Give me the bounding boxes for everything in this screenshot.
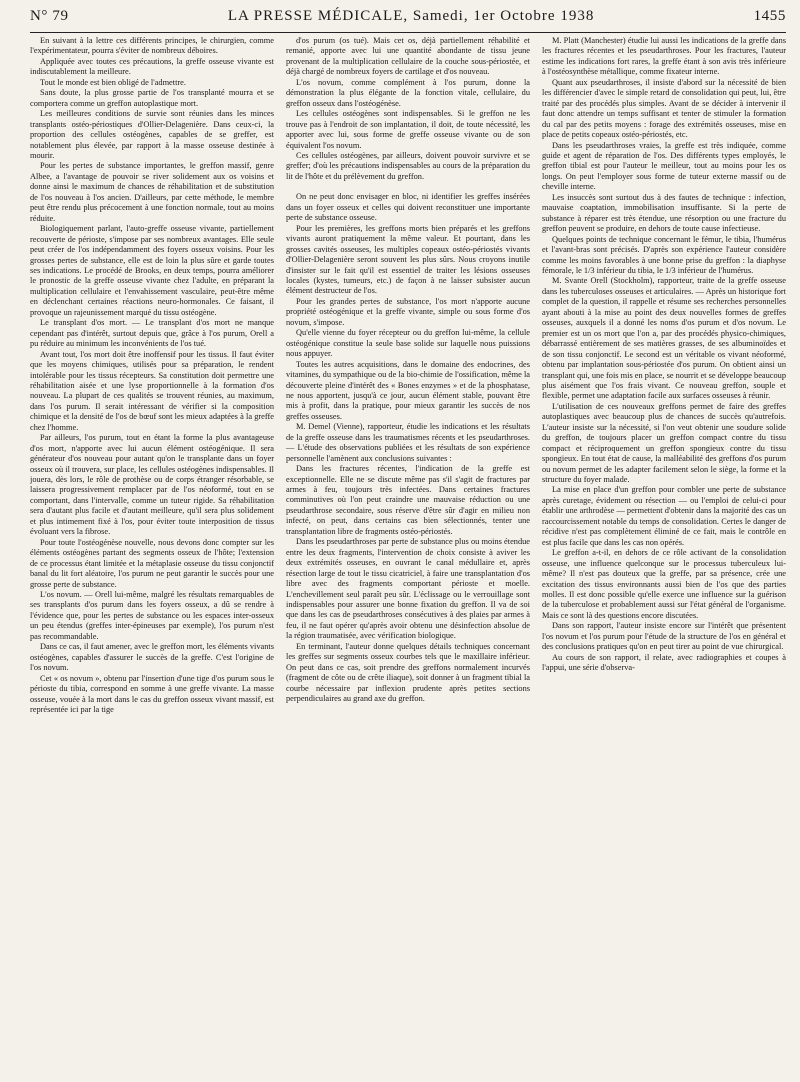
paragraph: Appliquée avec toutes ces précautions, la greffe osseuse vivante est indiscutablement la meilleure.	[30, 56, 274, 77]
paragraph: La mise en place d'un greffon pour combler une perte de substance après curetage, évidement ou résection — ou l'emploi de celui-ci pour établir une arthrodèse — permettent d'obtenir dans la majorité des cas un raccourcissement notable du temps de consolidation. Certes le danger de récidive n'est pas complètement éliminé de ce fait, mais le contrôle en est plus facile que dans les cas non opérés.	[542, 485, 786, 547]
paragraph: Les cellules ostéogènes sont indispensables. Si le greffon ne les trouve pas à l'endroit de son implantation, il doit, de toute nécessité, les apporter avec lui, sous forme de greffe osseuse vivante ou de son équivalent l'os novum.	[286, 109, 530, 150]
paragraph: Dans les pseudarthroses vraies, la greffe est très indiquée, comme guide et agent de réparation de l'os. Des différents types employés, le greffon tibial est pour l'auteur le meilleur, tout au moins pour les os longs. On peut l'employer sous forme de tuteur externe massif ou de cheville interne.	[542, 140, 786, 192]
issue-number: N° 79	[30, 8, 69, 24]
paragraph: d'os purum (os tué). Mais cet os, déjà partiellement réhabilité et remanié, apporte avec lui une quantité abondante de tissu jeune provenant de la multiplication cellulaire de la couche sous-périostée, et déjà chargé de nombreux foyers de cartilage et d'os nouveau.	[286, 36, 530, 77]
column-1	[30, 36, 274, 1076]
paragraph: Biologiquement parlant, l'auto-greffe osseuse vivante, partiellement recouverte de périoste, s'impose par ses nombreux avantages. Elle seule peut créer de l'os indépendamment des foyers osseux voisins. Pour les grosses pertes de substance, elle est de loin la plus sûre et garde toutes ses indications. Le procédé de Brooks, en deux temps, pourra améliorer le pronostic de la greffe osseuse vivante chez l'adulte, en préparant la multiplication cellulaire et l'envahissement vasculaire, peut-être même en déclenchant certaines réactions neuro-hormonales. Ce faisant, il provoque un rajeunissement marqué du tissu ostéogène.	[30, 224, 274, 317]
paragraph: Tout le monde est bien obligé de l'admettre.	[40, 77, 186, 87]
paragraph: Dans les pseudarthroses par perte de substance plus ou moins étendue entre les deux fragments, l'intervention de choix consiste à aviver les deux extrémités osseuses, en ouvrant le canal médullaire et, après résection large de tout le tissu cicatriciel, à faire une transplantation d'os libre avec des fragments comportant périoste et moelle. L'enchevillement seul paraît peu sûr. L'éclissage ou le verrouillage sont indispensables pour assurer une bonne fixation du greffon. Il va de soi que dans les cas de pseudarthroses consécutives à des plaies par armes à feu, il ne faut opérer qu'après avoir obtenu une désinfection absolue de la région traumatisée, avec vérification biologique.	[286, 537, 530, 641]
journal-name: LA PRESSE MÉDICALE,	[227, 8, 409, 24]
paragraph: Pour les pertes de substance importantes, le greffon massif, genre Albee, a l'avantage de pouvoir se river solidement aux os voisins et donne ainsi le maximum de chances de réhabilitation et de substitution de l'os nouveau à l'os ancien. D'ailleurs, par cette méthode, le membre peut être rendu plus précocement à une fonction normale, tout au moins réduite.	[30, 161, 274, 223]
paragraph: Quelques points de technique concernant le fémur, le tibia, l'humérus et l'avant-bras sont précisés. D'après son expérience l'auteur considère comme les moins favorables à une bonne prise du greffon : la diaphyse fémorale, le 1/3 inférieur du tibia, le 1/3 inférieur de l'humérus.	[542, 234, 786, 275]
paragraph: L'os novum, comme complément à l'os purum, donne la démonstration la plus élégante de la fonction vitale, cellulaire, du greffon osseux dans l'ostéogénèse.	[286, 77, 530, 108]
paragraph: Qu'elle vienne du foyer récepteur ou du greffon lui-même, la cellule ostéogénique constitue la seule base solide sur laquelle nous puissions nous appuyer.	[286, 328, 530, 359]
paragraph: Avant tout, l'os mort doit être inoffensif pour les tissus. Il faut éviter que les moyens chimiques, utilisés pour sa préparation, le rendent intolérable pour les tissus récepteurs. Sa constitution doit permettre une réhabilitation aisée et une lyse proportionnelle à la formation d'os nouveau. La plupart de ces qualités se trouvent réunies, au maximum, dans l'os purum. Il serait intéressant de vérifier si la composition chimique et la densité de l'os de bœuf sont les mieux adaptées à la greffe chez l'homme.	[30, 349, 274, 432]
column-3	[542, 36, 786, 1076]
paragraph: L'utilisation de ces nouveaux greffons permet de faire des greffes autoplastiques avec beaucoup plus de chances de succès qu'autrefois. L'auteur insiste sur la nécessité, si l'on veut obtenir une soudure solide du greffon, de toujours placer un greffon compact contre du tissu compact et réciproquement un greffon spongieux contre du tissu spongieux. En tout état de cause, la malléabilité des greffons d'os purum ou novum permet de les adapter facilement selon le siège, la forme et la structure du foyer malade.	[542, 401, 786, 485]
text-columns	[30, 36, 786, 1076]
paragraph: Les insuccès sont surtout dus à des fautes de technique : infection, mauvaise coaptation, immobilisation insuffisante. Si la perte de substance à réparer est très étendue, une résorption ou une fracture du greffon peuvent se produire, en dehors de toute cause infectieuse.	[542, 192, 786, 234]
paragraph: L'os novum. — Orell lui-même, malgré les résultats remarquables de ses transplants d'os purum dans les foyers osseux, a dû se rendre à l'évidence que, pour les pertes de substance ou les espaces inter-osseux un peu étendus (greffes inter-épineuses par exemple), l'os purum n'est pas recommandable.	[30, 590, 274, 641]
paragraph: Pour les grandes pertes de substance, l'os mort n'apporte aucune propriété ostéogénique et la greffe vivante, simple ou sous forme d'os novum, s'impose.	[286, 296, 530, 327]
paragraph: Pour toute l'ostéogénèse nouvelle, nous devons donc compter sur les éléments ostéogènes partant des segments osseux de l'hôte; l'extension de ce processus étant limitée et la métaplasie osseuse du tissu conjonctif banal du lit fort aléatoire, l'os purum ne peut garantir le succès pour une grosse perte de substance.	[30, 537, 274, 589]
paragraph: M. Platt (Manchester) étudie lui aussi les indications de la greffe dans les fractures récentes et les pseudarthroses. Pour les fractures, l'auteur estime les indications fort rares, la greffe étant à son avis très inférieure à l'ostéosynthèse métallique, comme fixateur interne.	[542, 36, 786, 77]
paragraph: En suivant à la lettre ces différents principes, le chirurgien, comme l'expérimentateur, pourra s'éviter de nombreux déboires.	[30, 36, 274, 56]
paragraph: Pour les premières, les greffons morts bien préparés et les greffons vivants auront pratiquement la même valeur. Et pourtant, dans les grosses cavités osseuses, les multiples copeaux ostéo-périostés vivants d'Ollier-Delagenière seront souvent les plus sûrs. Nous croyons inutile d'insister sur le fait qu'il est essentiel de traiter les lésions osseuses locales (kystes, tumeurs, etc.) de façon à ne laisser subsister aucun élément destructeur de l'os.	[286, 223, 530, 296]
paragraph: Le transplant d'os mort. — Le transplant d'os mort ne manque cependant pas d'intérêt, surtout depuis que, grâce à l'os purum, Orell a pu réduire au minimum les inconvénients de l'os tué.	[30, 318, 274, 349]
column-2	[286, 36, 530, 1076]
paragraph: Toutes les autres acquisitions, dans le domaine des endocrines, des vitamines, du sympathique ou de la bio-chimie de l'ossification, même la découverte pleine d'intérêt des « Bones enzymes » et de la phosphatase, ne nous apportent, jusqu'à ce jour, aucun élément stable, pouvant être mis à profit, dans la pratique, pour mieux garantir les succès de nos greffes osseuses.	[286, 359, 530, 421]
header-rule	[30, 32, 786, 33]
paragraph: M. Demel (Vienne), rapporteur, étudie les indications et les résultats de la greffe osseuse dans les traumatismes récents et les pseudarthroses. — L'étude des observations publiées et les résultats de son expérience personnelle l'amènent aux conclusions suivantes :	[286, 422, 530, 463]
paragraph: Dans les fractures récentes, l'indication de la greffe est exceptionnelle. Elle ne se discute même pas s'il s'agit de fractures par armes à feu, toujours très infectées. Dans certaines fractures comminutives où l'on peut craindre une mauvaise réduction ou une pseudarthrose secondaire, sous réserve d'être sûr d'agir en milieu non infecté, on peut, dans certains cas bien sélectionnés, tenter une transplantation libre de fragments ostéo-périostés.	[286, 464, 530, 536]
paragraph: Ces cellules ostéogènes, par ailleurs, doivent pouvoir survivre et se greffer; d'où les précautions indispensables au cours de la préparation du lit de l'hôte et du prélèvement du greffon.	[286, 150, 530, 181]
paragraph: M. Svante Orell (Stockholm), rapporteur, traite de la greffe osseuse dans les tuberculoses osseuses et articulaires. — Après un historique fort complet de la question, il rappelle et résume ses recherches personnelles ayant abouti à la mise au point des deux nouvelles formes de greffes osseuses, auxquels il a donné les noms d'os purum et d'os novum. Le premier est un os mort que l'on a, par des procédés physico-chimiques, débarrassé entièrement de ses matières grasses, de ses albuminoïdes et de son tissu conjonctif. Le second est un véritable os vivant néoformé, obtenu par implantation sous-périostée d'os purum. On obtient ainsi un transplant qui, une fois mis en place, se nourrit et se développe beaucoup plus aisément que l'os frais vivant. Ce nouveau greffon, souple et flexible, permet une adaptation facile aux surfaces osseuses à réunir.	[542, 276, 786, 401]
paragraph: En terminant, l'auteur donne quelques détails techniques concernant les greffes sur segments osseux courbes tels que le maxillaire inférieur. On peut dans ce cas, soit prendre des greffons normalement incurvés (fragment de côte ou de crête iliaque), soit donner à un fragment tibial la courbe nécessaire par inflexion prudente après petites sections perpendiculaires au grand axe du greffon.	[286, 641, 530, 704]
paragraph: Les meilleures conditions de survie sont réunies dans les minces transplants ostéo-périostiques d'Ollier-Delagenière. Dans ceux-ci, la proportion des cellules ostéogènes, capables de se greffer, est notablement plus élevée, par rapport à la masse osseuse destinée à mourir.	[30, 109, 274, 160]
paragraph: Par ailleurs, l'os purum, tout en étant la forme la plus avantageuse d'os mort, n'apporte avec lui aucun élément ostéogénique. Il sera générateur d'os nouveau pour autant qu'on le transplante dans un foyer osseux où il trouvera, sur place, les cellules ostéogènes indispensables. Il jouera, dès lors, le rôle de prothèse ou de corps étranger résorbable, se laissera progressivement remplacer par de l'os néoformé, tout en se comportant, dans l'intervalle, comme un tuteur rigide. Sa réhabilitation sera d'autant plus facile et d'autant meilleure, qu'il sera plus solidement et plus intimement fixé à l'os, pour éviter toute interposition de tissus évoluant vers la fibrose.	[30, 433, 274, 537]
paragraph: Sans doute, la plus grosse partie de l'os transplanté mourra et se comportera comme un greffon autoplastique mort.	[30, 88, 274, 108]
paragraph: Cet « os novum », obtenu par l'insertion d'une tige d'os purum sous le périoste du tibia, correspond en somme à une greffe vivante. La masse osseuse, vouée à la mort dans le cas du greffon osseux vivant massif, est représentée ici par la tige	[30, 673, 274, 714]
running-title	[228, 8, 594, 25]
page-header	[30, 8, 786, 28]
paragraph: Au cours de son rapport, il relate, avec radiographies et coupes à l'appui, une série d'observa-	[542, 652, 786, 673]
paragraph: Le greffon a-t-il, en dehors de ce rôle activant de la consolidation osseuse, une influence quelconque sur le processus tuberculeux lui-même? Il n'est pas douteux que la greffe, par sa présence, crée une excitation des tissus environnants aussi bien de l'os que des parties molles. Il est donc possible qu'elle exerce une influence sur la guérison de la tuberculose et probablement aussi sur l'état général de l'organisme. Mais ce sont là des questions encore discutées.	[542, 548, 786, 620]
paragraph: On ne peut donc envisager en bloc, ni identifier les greffes insérées dans un foyer osseux et celles qui doivent reconstituer une importante perte de substance osseuse.	[286, 192, 530, 223]
issue-date: Samedi, 1er Octobre 1938	[412, 8, 595, 24]
paragraph: Dans ce cas, il faut amener, avec le greffon mort, les éléments vivants ostéogènes, capables d'assurer le succès de la greffe. C'est l'origine de l'os novum.	[30, 642, 274, 673]
paragraph: Dans son rapport, l'auteur insiste encore sur l'intérêt que présentent l'os novum et l'os purum pour l'étude de la structure de l'os en général et des conclusions pratiques qu'on en peut tirer au point de vue chirurgical.	[542, 621, 786, 652]
paragraph: Quant aux pseudarthroses, il insiste d'abord sur la nécessité de bien les différencier d'avec le simple retard de consolidation qui peut, lui, être traité par des procédés plus simples. Avant de se décider à intervenir il faut donc attendre un temps suffisant et tenter de stimuler la formation du cal par des petits moyens : forage des extrémités osseuses, mise en place de petits copeaux ostéo-périostés, etc.	[542, 77, 786, 140]
page-number: 1455	[753, 8, 786, 24]
